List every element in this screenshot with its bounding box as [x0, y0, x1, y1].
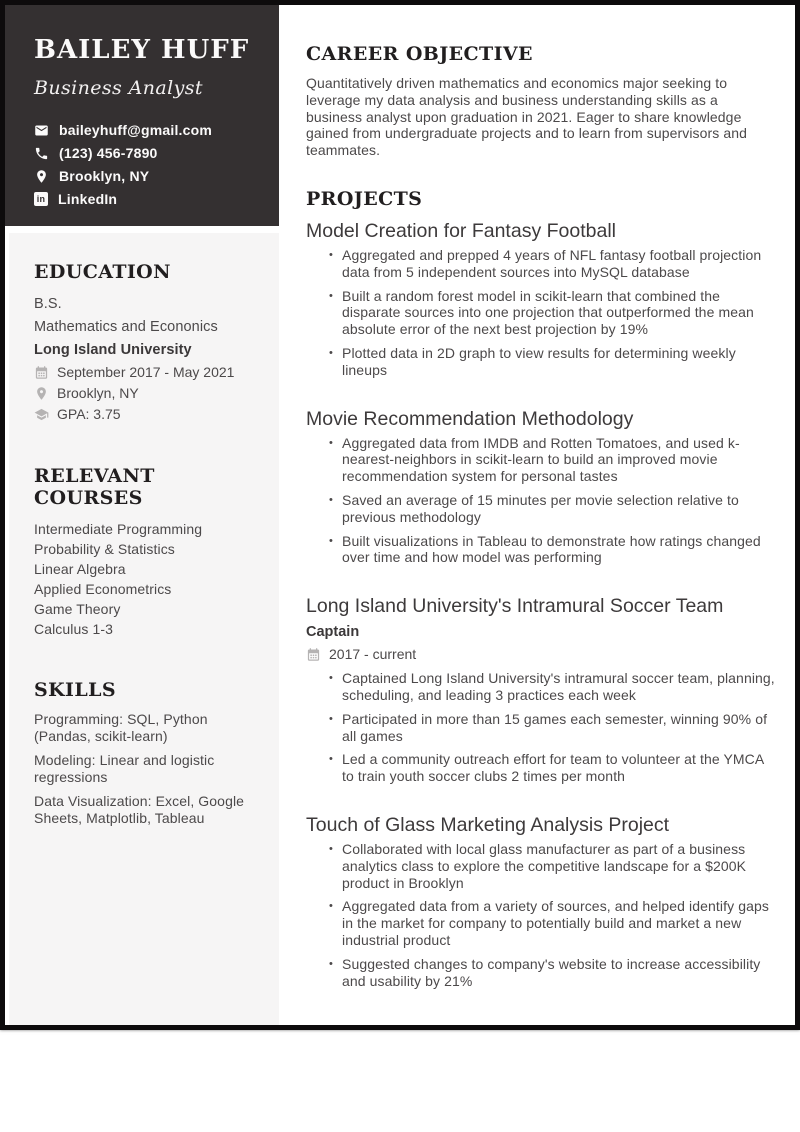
education-school: Long Island University — [34, 342, 192, 358]
contact-list — [34, 122, 261, 207]
project-bullets — [306, 841, 777, 989]
project-bullet: • Led a community outreach effort for team to volunteer at the YMCA to train youth soccer clubs 2 times per month — [342, 751, 777, 785]
skill-item: Data Visualization: Excel, Google Sheets, Matplotlib, Tableau — [34, 793, 245, 826]
education-heading: EDUCATION — [34, 261, 171, 283]
project-bullets — [306, 670, 777, 785]
skills-heading: SKILLS — [34, 679, 116, 701]
education-dates — [34, 362, 257, 383]
project-fantasy-football — [306, 220, 777, 379]
project-bullets — [306, 247, 777, 379]
location-icon — [34, 169, 49, 184]
calendar-icon — [306, 647, 321, 662]
linkedin-icon: in — [34, 192, 48, 206]
project-bullet: • Aggregated and prepped 4 years of NFL fantasy football projection data from 5 independent sources into MySQL database — [342, 247, 777, 281]
course-item: Game Theory — [34, 601, 121, 617]
graduation-cap-icon — [34, 407, 49, 422]
courses-heading: RELEVANT COURSES — [34, 465, 155, 509]
skills-section — [34, 679, 257, 827]
education-location — [34, 383, 257, 404]
project-title: Movie Recommendation Methodology — [306, 407, 634, 430]
education-location-text: Brooklyn, NY — [57, 385, 139, 401]
skills-list — [34, 711, 257, 827]
person-job-title: Business Analyst — [34, 77, 203, 99]
project-bullet: • Built visualizations in Tableau to demonstrate how ratings changed over time and how model was performing — [342, 533, 777, 567]
contact-phone-text: (123) 456-7890 — [59, 145, 158, 161]
project-movie-recommendation — [306, 408, 777, 567]
location-pin-icon — [34, 386, 49, 401]
contact-linkedin-text: LinkedIn — [58, 191, 118, 207]
contact-phone[interactable] — [34, 145, 261, 161]
project-title: Touch of Glass Marketing Analysis Project — [306, 813, 670, 836]
course-item: Calculus 1-3 — [34, 621, 114, 637]
courses-list — [34, 519, 257, 639]
projects-heading: PROJECTS — [306, 187, 423, 210]
education-section — [34, 261, 257, 425]
sidebar-panel — [9, 233, 279, 1025]
education-degree: B.S. — [34, 296, 62, 312]
person-name: BAILEY HUFF — [34, 35, 250, 65]
career-objective-text: Quantitatively driven mathematics and economics major seeking to leverage my data analysis and business understanding skills as a business analyst upon graduation in 2021. Eager to share knowledge gained from undergraduate projects and to learn from supervisors and teammates. — [306, 75, 748, 159]
contact-location-text: Brooklyn, NY — [59, 168, 150, 184]
contact-email-text: baileyhuff@gmail.com — [59, 122, 213, 138]
projects-section — [306, 188, 777, 989]
phone-icon — [34, 146, 49, 161]
project-bullet: • Suggested changes to company's website to increase accessibility and usability by 21% — [342, 956, 777, 990]
project-bullet: • Aggregated data from IMDB and Rotten Tomatoes, and used k-nearest-neighbors in scikit-learn to build an improved movie recommendation system for personal tastes — [342, 435, 777, 485]
contact-linkedin[interactable] — [34, 191, 261, 207]
skill-item: Programming: SQL, Python (Pandas, scikit-learn) — [34, 711, 208, 744]
education-field: Mathematics and Econonics — [34, 319, 218, 335]
project-soccer-team — [306, 595, 777, 785]
education-dates-text: September 2017 - May 2021 — [57, 364, 235, 380]
project-touch-of-glass — [306, 814, 777, 989]
course-item: Intermediate Programming — [34, 521, 203, 537]
project-role: Captain — [306, 624, 360, 641]
header-panel — [5, 5, 279, 226]
project-bullet: • Captained Long Island University's intramural soccer team, planning, scheduling, and leading 3 practices each week — [342, 670, 777, 704]
project-bullets — [306, 435, 777, 567]
project-bullet: • Plotted data in 2D graph to view results for determining weekly lineups — [342, 345, 777, 379]
education-gpa — [34, 404, 257, 425]
email-icon — [34, 123, 49, 138]
project-bullet: • Saved an average of 15 minutes per movie selection relative to previous methodology — [342, 492, 777, 526]
project-bullet: • Collaborated with local glass manufacturer as part of a business analytics class to explore the competitive landscape for a $200K product in Brooklyn — [342, 841, 777, 891]
calendar-icon — [34, 365, 49, 380]
courses-section — [34, 465, 257, 639]
project-bullet: • Participated in more than 15 games each semester, winning 90% of all games — [342, 711, 777, 745]
contact-email[interactable] — [34, 122, 261, 138]
education-gpa-text: GPA: 3.75 — [57, 406, 121, 422]
project-dates-text: 2017 - current — [329, 646, 417, 663]
project-bullet: • Built a random forest model in scikit-learn that combined the disparate sources into one projection that outperformed the mean absolute error of the next best projection by 19% — [342, 288, 777, 338]
skill-item: Modeling: Linear and logistic regressions — [34, 752, 215, 785]
career-objective-heading: CAREER OBJECTIVE — [306, 43, 533, 65]
course-item: Applied Econometrics — [34, 581, 172, 597]
course-item: Linear Algebra — [34, 561, 126, 577]
main-column — [306, 5, 777, 1018]
career-objective-section — [306, 43, 777, 159]
project-dates — [306, 644, 777, 665]
project-bullet: • Aggregated data from a variety of sources, and helped identify gaps in the market for company to potentially build and market a new industrial product — [342, 898, 777, 948]
course-item: Probability & Statistics — [34, 541, 175, 557]
contact-location — [34, 168, 261, 184]
project-title: Model Creation for Fantasy Football — [306, 219, 616, 242]
project-title: Long Island University's Intramural Soccer Team — [306, 595, 724, 618]
